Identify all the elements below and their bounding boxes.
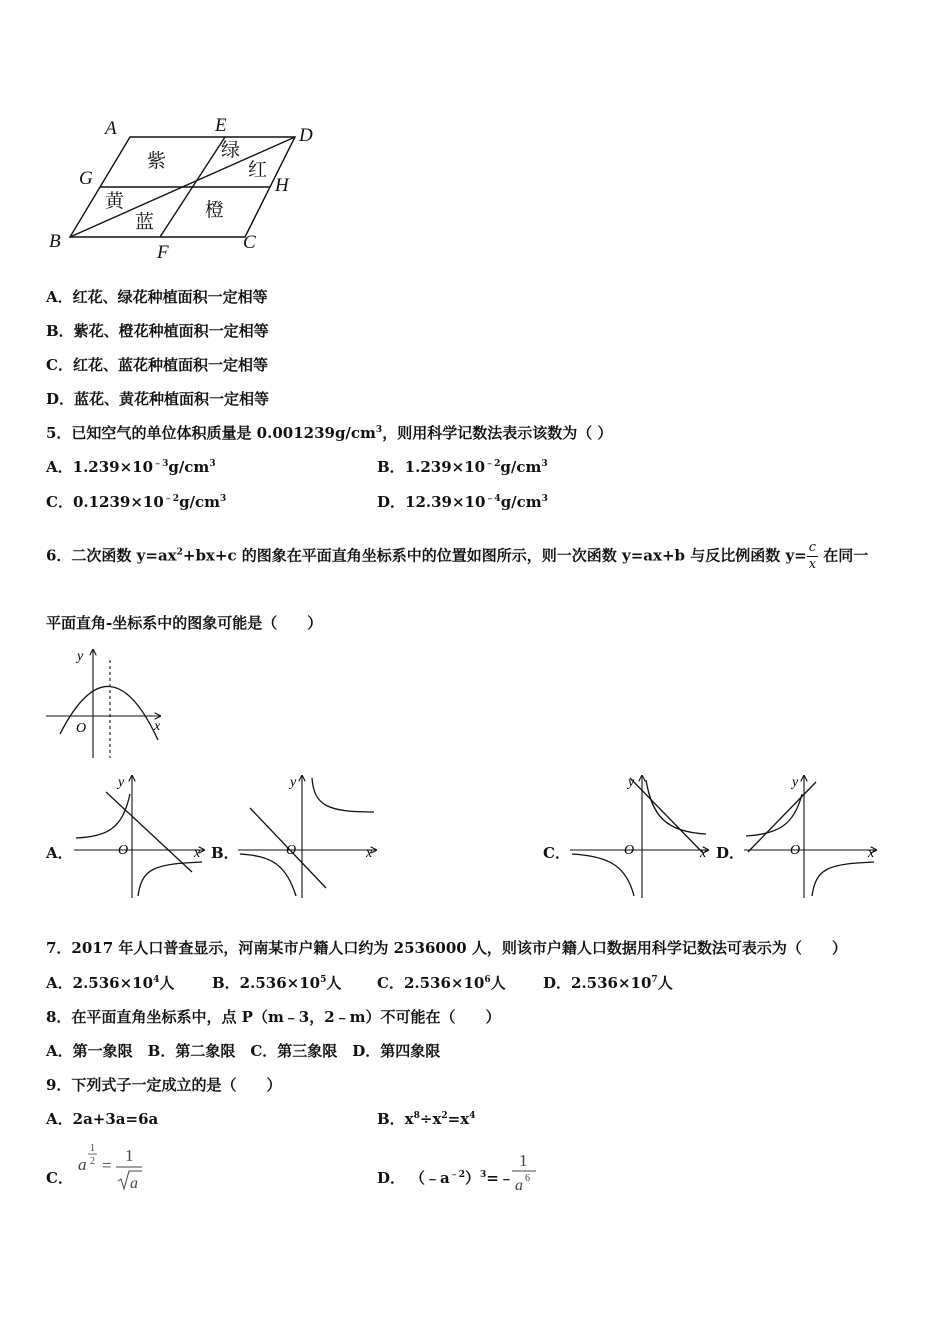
- q5-stem: [46, 422, 612, 443]
- origin-label: O: [118, 843, 129, 858]
- q4-option-c: C．红花、蓝花种植面积一定相等: [46, 356, 268, 374]
- axis-y-label: y: [792, 775, 799, 790]
- q5-stem-tail: ，则用科学记数法表示该数为（ ）: [382, 424, 613, 442]
- origin-label: O: [790, 843, 801, 858]
- q6-stem: [46, 540, 868, 573]
- q6-stem-mid: +bx+c 的图象在平面直角坐标系中的位置如图所示，则一次函数 y=ax+b 与反比例函数 y=: [182, 546, 807, 565]
- q5-c-unit-sup: 3: [220, 494, 227, 504]
- region-red: 红: [248, 160, 268, 181]
- region-blue: 蓝: [135, 212, 155, 233]
- q5-d-unit-sup: 3: [541, 494, 548, 504]
- q9-option-c-formula: [74, 1140, 154, 1194]
- origin-label: O: [76, 721, 87, 736]
- origin-label: O: [624, 843, 635, 858]
- q9-c-exp-num: 1: [90, 1143, 95, 1154]
- vertex-h: H: [275, 175, 289, 196]
- q9-option-d-fraction: [508, 1148, 542, 1196]
- q5-c-pre: C．0.1239×10: [46, 493, 164, 511]
- q9-b-mid2: =x: [447, 1110, 470, 1128]
- q5-d-pre: D．12.39×10: [377, 493, 486, 511]
- axis-y-label: y: [77, 649, 84, 664]
- q7-stem: 7．2017 年人口普查显示，河南某市户籍人口约为 2536000 人，则该市户籍人口数据用科学记数法可表示为（ ）: [46, 939, 847, 957]
- axis-x-label: x: [154, 719, 161, 734]
- q7-a-unit: 人: [159, 974, 175, 992]
- q7-c-unit: 人: [490, 974, 506, 992]
- vertex-f: F: [157, 242, 169, 263]
- q7-option-b: [212, 972, 341, 993]
- region-yellow: 黄: [105, 191, 125, 212]
- q5-a-unit-sup: 3: [209, 459, 216, 469]
- q6-option-c-graph: [568, 772, 712, 900]
- q7-d-sup: 7: [651, 975, 658, 985]
- q9-b-sup1: 8: [413, 1111, 420, 1121]
- q5-b-sup: ﹣2: [485, 459, 501, 469]
- q5-b-unit: g/cm: [500, 458, 542, 476]
- q6-stem-line2: 平面直角-坐标系中的图象可能是（ ）: [46, 614, 323, 632]
- q7-option-a: [46, 972, 174, 993]
- q9-d-den-sup: 6: [525, 1173, 530, 1184]
- q8-options: A．第一象限 B．第二象限 C．第三象限 D．第四象限: [46, 1042, 441, 1060]
- q6-option-d-label: D．: [716, 844, 745, 862]
- q5-a-unit: g/cm: [168, 458, 210, 476]
- q7-d-pre: D．2.536×10: [543, 974, 652, 992]
- q5-option-b: [377, 456, 548, 477]
- q5-b-unit-sup: 3: [541, 459, 548, 469]
- vertex-e: E: [215, 115, 227, 136]
- q9-option-b: [377, 1108, 475, 1129]
- q7-option-c: [377, 972, 506, 993]
- axis-y-label: y: [628, 775, 635, 790]
- region-green: 绿: [221, 140, 241, 161]
- axis-y-label: y: [290, 775, 297, 790]
- region-purple: 紫: [147, 151, 167, 172]
- q9-c-eq: =: [102, 1156, 112, 1175]
- q9-option-c-label: C．: [46, 1169, 73, 1187]
- q7-d-unit: 人: [657, 974, 673, 992]
- q9-b-mid: ÷x: [419, 1110, 442, 1128]
- q5-stem-text: 5．已知空气的单位体积质量是 0.001239g/cm: [46, 424, 376, 442]
- q7-b-pre: B．2.536×10: [212, 974, 321, 992]
- q6-option-a-graph: [72, 772, 208, 900]
- q6-fraction: [807, 540, 818, 573]
- q9-d-expr: （﹣a: [410, 1169, 450, 1187]
- q6-stem-tail: 在同一: [818, 546, 869, 565]
- q7-a-pre: A．2.536×10: [46, 974, 154, 992]
- q9-c-base: a: [78, 1155, 87, 1174]
- q9-d-eq: =﹣: [486, 1169, 514, 1187]
- vertex-c: C: [243, 232, 256, 253]
- q6-stem-sup: 2: [176, 547, 183, 558]
- q9-d-num: 1: [519, 1151, 528, 1170]
- axis-x-label: x: [700, 846, 707, 861]
- q4-option-a: A．红花、绿花种植面积一定相等: [46, 288, 268, 306]
- axis-x-label: x: [194, 846, 201, 861]
- q9-option-d-label: D．: [377, 1169, 406, 1187]
- q6-option-b-graph: [236, 772, 380, 900]
- q5-option-c: [46, 491, 226, 512]
- q5-b-pre: B．1.239×10: [377, 458, 486, 476]
- q7-b-unit: 人: [326, 974, 342, 992]
- region-orange: 橙: [205, 200, 225, 221]
- axis-x-label: x: [868, 846, 875, 861]
- q5-d-unit: g/cm: [500, 493, 542, 511]
- q9-stem: 9．下列式子一定成立的是（ ）: [46, 1076, 282, 1094]
- q4-option-b: B．紫花、橙花种植面积一定相等: [46, 322, 269, 340]
- q6-frac-num: c: [808, 540, 817, 555]
- q6-stem-text: 6．二次函数 y=ax: [46, 546, 177, 565]
- q7-c-pre: C．2.536×10: [377, 974, 485, 992]
- q5-c-sup: ﹣2: [163, 494, 180, 504]
- q7-b-sup: 5: [320, 975, 327, 985]
- vertex-d: D: [299, 125, 313, 146]
- q5-c-unit: g/cm: [179, 493, 221, 511]
- q9-b-sup2: 2: [441, 1111, 448, 1121]
- q7-c-sup: 6: [484, 975, 491, 985]
- q9-d-mid: ）: [465, 1169, 481, 1187]
- q5-a-pre: A．1.239×10: [46, 458, 154, 476]
- q7-option-d: [543, 972, 673, 993]
- vertex-b: B: [49, 231, 61, 252]
- q9-b-pre: B．x: [377, 1110, 414, 1128]
- q9-c-radicand: a: [130, 1175, 138, 1192]
- q6-frac-den: x: [808, 557, 817, 572]
- q7-a-sup: 4: [153, 975, 160, 985]
- q5-stem-sup: 3: [375, 425, 383, 435]
- parallelogram-figure: [45, 110, 335, 265]
- q9-c-exp-den: 2: [90, 1156, 95, 1167]
- q6-parabola-graph: [44, 646, 166, 760]
- q5-option-a: [46, 456, 216, 477]
- origin-label: O: [286, 843, 297, 858]
- q6-option-d-graph: [742, 772, 880, 900]
- vertex-g: G: [79, 168, 93, 189]
- q5-option-d: [377, 491, 548, 512]
- q9-c-num: 1: [125, 1146, 134, 1165]
- q9-option-a: A．2a+3a=6a: [46, 1110, 159, 1128]
- vertex-a: A: [105, 118, 117, 139]
- q4-option-d: D．蓝花、黄花种植面积一定相等: [46, 390, 270, 408]
- q5-d-sup: ﹣4: [485, 494, 501, 504]
- q8-stem: 8．在平面直角坐标系中，点 P（m﹣3，2﹣m）不可能在（ ）: [46, 1008, 501, 1026]
- q9-option-d-expr: [410, 1167, 514, 1188]
- q6-option-a-label: A．: [46, 844, 73, 862]
- q6-option-c-label: C．: [543, 844, 570, 862]
- axis-x-label: x: [366, 846, 373, 861]
- q9-d-sup: ﹣2: [449, 1170, 465, 1180]
- q9-d-sup2: 3: [480, 1170, 487, 1180]
- q5-a-sup: ﹣3: [153, 459, 169, 469]
- q9-b-sup3: 4: [469, 1111, 476, 1121]
- q9-d-den-base: a: [515, 1177, 523, 1194]
- axis-y-label: y: [118, 775, 125, 790]
- q6-option-b-label: B．: [211, 844, 239, 862]
